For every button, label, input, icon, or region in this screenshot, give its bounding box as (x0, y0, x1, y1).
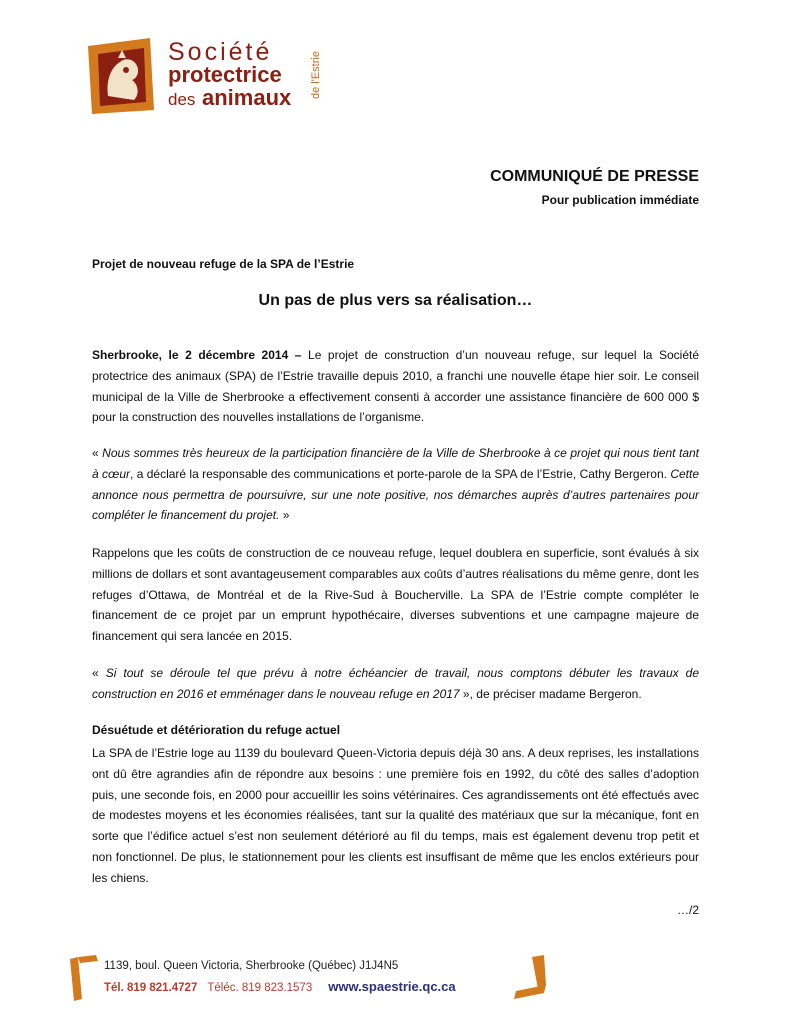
logo-word-animaux: animaux (202, 85, 292, 110)
footer-website-link[interactable]: www.spaestrie.qc.ca (328, 979, 456, 994)
subheading-current-shelter: Désuétude et détérioration du refuge actuel (92, 723, 341, 737)
quote-close: » (279, 508, 290, 523)
quote-open: « (92, 446, 103, 460)
quote-text: Si tout se déroule tel que prévu à notre échéancier de travail, nous comptons débuter les travaux de construction en 2016 et emménager dans le nouveau refuge en 2017 (92, 666, 699, 701)
quote-open: « (92, 666, 106, 680)
project-label: Projet de nouveau refuge de la SPA de l’Estrie (92, 257, 355, 271)
paragraph-timeline-quote (92, 663, 699, 705)
footer-phone: Tél. 819 821.4727 (104, 982, 198, 994)
paragraph-current-shelter: La SPA de l’Estrie loge au 1139 du boulevard Queen-Victoria depuis déjà 30 ans. A deux reprises, les installations ont dû être agrandies afin de répondre aux besoins : une première fois en 1992, du côté des salles d’adoption puis, une seconde fois, en 2000 pour accueillir les soins vétérinaires. Ces agrandissements ont été effectués avec de modestes moyens et les économies réalisées, tant sur la qualité des matériaux que sur la mécanique, font en sorte que l’édifice actuel s’est non seulement détérioré au fil du temps, mais est également devenu trop petit et non fonctionnel. De plus, le stationnement pour les clients est insuffisant de même que les enclos extérieurs pour les chiens. (92, 746, 699, 885)
logo-word-estrie: de l'Estrie (310, 51, 322, 99)
logo-word-des: des (168, 90, 196, 109)
quote-text-2: Cette annonce nous permettra de poursuivre, sur une note positive, nos démarches auprès d’autres partenaires pour compléter le financement du projet. (92, 466, 699, 523)
headline: Un pas de plus vers sa réalisation… (258, 292, 533, 309)
page-continuation: …/2 (676, 903, 699, 917)
press-release-title: COMMUNIQUÉ DE PRESSE (490, 168, 699, 185)
quote-close: », de préciser madame Bergeron. (459, 686, 642, 701)
footer-contact (104, 979, 456, 994)
footer (70, 955, 550, 1000)
paragraph-intro (92, 345, 699, 428)
footer-address: 1139, boul. Queen Victoria, Sherbrooke (Québec) J1J4N5 (104, 960, 399, 972)
cat-dog-emblem-icon (88, 38, 164, 114)
logo-word-protectrice: protectrice (168, 62, 282, 87)
publication-note: Pour publication immédiate (541, 193, 699, 207)
logo-word-societe: Société (168, 38, 273, 66)
footer-fax: Téléc. 819 823.1573 (207, 982, 313, 994)
paragraph-quote-bergeron (92, 443, 699, 526)
paragraph-costs: Rappelons que les coûts de construction de ce nouveau refuge, lequel doublera en superficie, sont évalués à six millions de dollars et sont avantageusement comparables aux coûts d’autres réalisations du même genre, dont les refuges d’Ottawa, de Montréal et de la Rive-Sud à Boucherville. La SPA de l’Estrie compte compléter le financement de ce projet par un emprunt hypothécaire, diverses subventions et une campagne majeure de financement qui sera lancée en 2015. (92, 546, 699, 644)
quote-attribution: , a déclaré la responsable des communications et porte-parole de la SPA de l’Estrie, Cathy Bergeron. (130, 466, 671, 481)
spa-logo (88, 38, 338, 116)
paragraph-intro-text: Le projet de construction d’un nouveau refuge, sur lequel la Société protectrice des animaux (SPA) de l’Estrie travaille depuis 2010, a franchi une nouvelle étape hier soir. Le conseil municipal de la Ville de Sherbrooke a effectivement consenti à accorder une assistance financière de 600 000 $ pour la construction des nouvelles installations de l’organisme. (92, 348, 699, 425)
quote-text-1: Nous sommes très heureux de la participation financière de la Ville de Sherbrooke à ce projet qui nous tient tant à cœur (92, 446, 699, 481)
dateline: Sherbrooke, le 2 décembre 2014 – (92, 348, 302, 362)
